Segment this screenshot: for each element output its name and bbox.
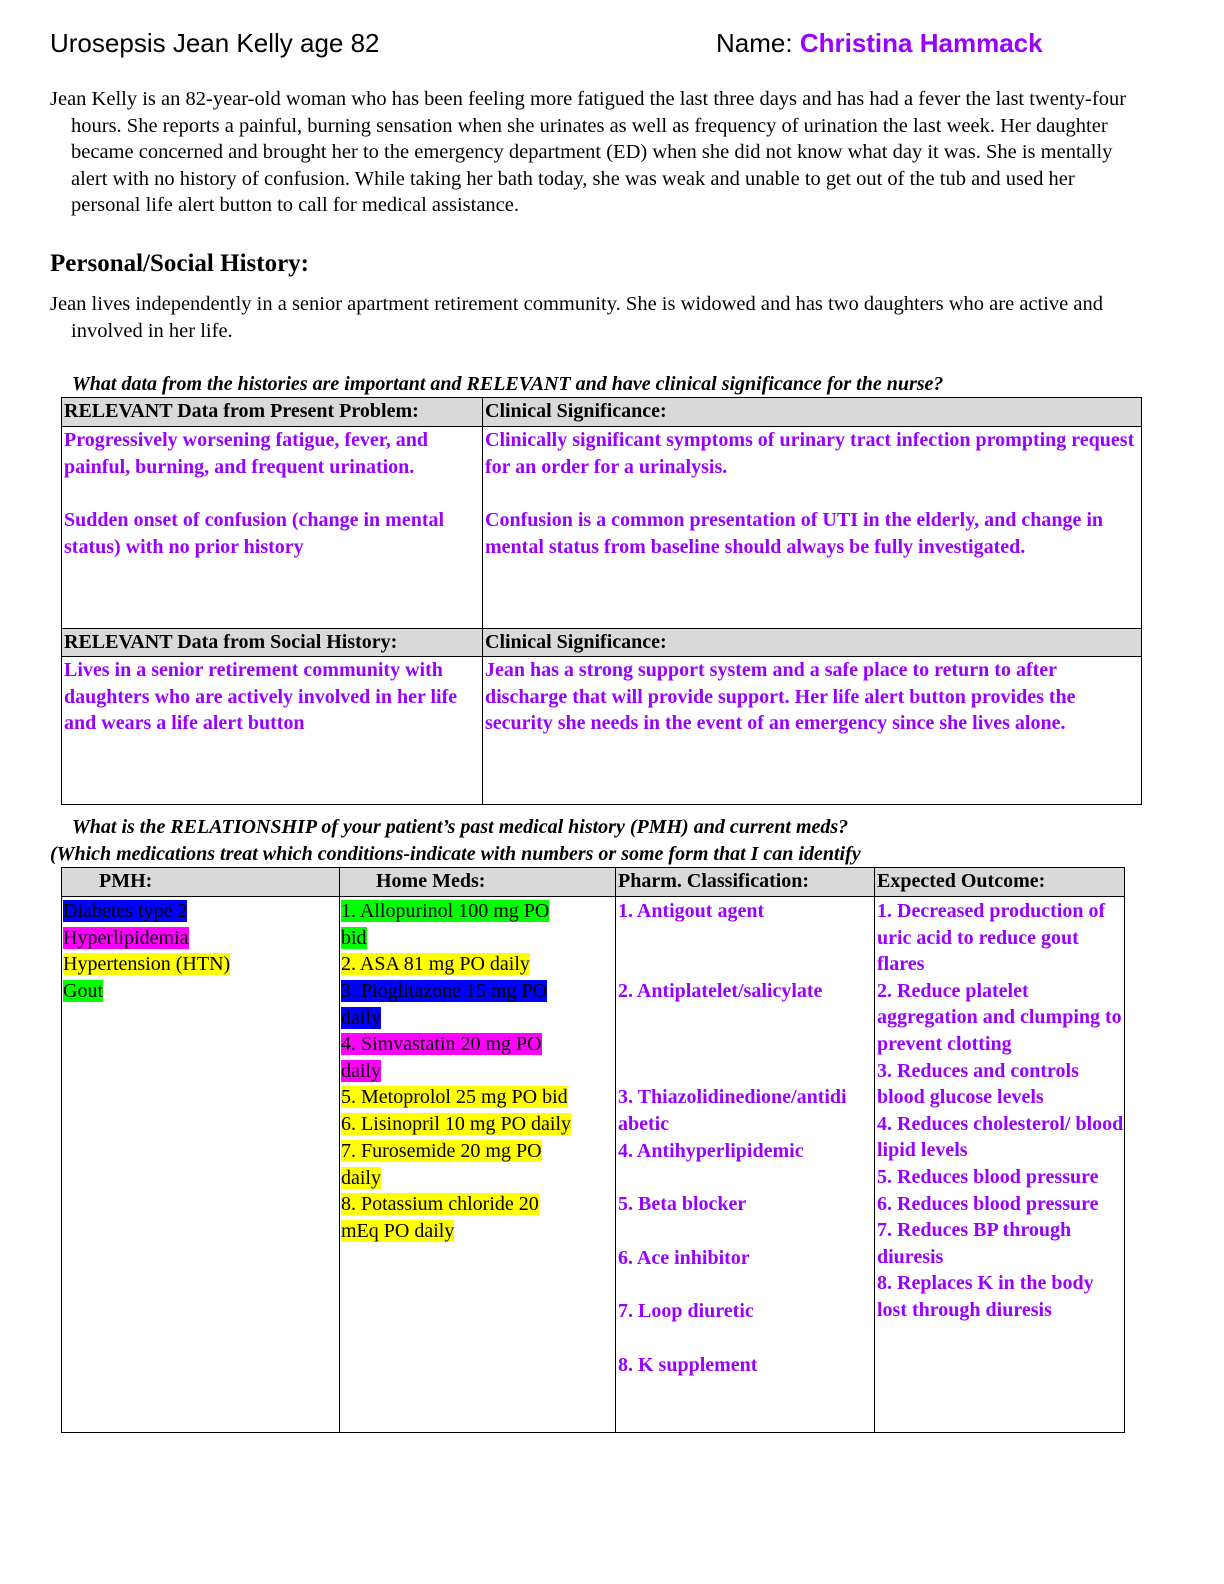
classification-item: 5. Beta blocker [618,1193,747,1215]
classification-item: 8. K supplement [618,1354,758,1376]
relevance-table [61,397,1142,805]
present-data-cell: Progressively worsening fatigue, fever, and painful, burning, and frequent urination. [64,429,429,478]
outcome-item: 5. Reduces blood pressure [877,1165,1099,1188]
present-significance-cell: Clinically significant symptoms of urinary tract infection prompting request for an order for a urinalysis. [485,429,1135,478]
home-med-text: 7. Furosemide 20 mg PO daily [341,1140,542,1189]
outcome-header: Expected Outcome: [877,870,1046,892]
pmh-list [63,898,337,1004]
home-med-item [341,1111,613,1138]
table-rule [874,868,875,1432]
table-rule [62,896,1124,897]
student-name: Christina Hammack [799,28,1043,58]
outcome-list [877,898,1124,1324]
home-meds-header: Home Meds: [376,870,486,892]
home-med-text: 2. ASA 81 mg PO daily [341,953,530,975]
present-data-cell: Sudden onset of confusion (change in mental status) with no prior history [64,509,445,558]
home-med-item [341,978,576,1031]
outcome-item: 1. Decreased production of uric acid to reduce gout flares [877,900,1106,976]
student-name-line [716,26,1043,60]
classification-header: Pharm. Classification: [618,870,810,892]
outcome-item: 2. Reduce platelet aggregation and clumping to prevent clotting [877,979,1122,1055]
pmh-item: Hypertension (HTN) [63,953,231,976]
present-problem-header: RELEVANT Data from Present Problem: [64,400,419,422]
outcome-item: 4. Reduces cholesterol/ blood lipid levels [877,1112,1124,1162]
meds-question-line-2: (Which medications treat which conditions-indicate with numbers or some form that I can identify [50,843,861,865]
social-history-text: Jean lives independently in a senior apartment retirement community. She is widowed and has two daughters who are active and involved in her life. [50,293,1103,342]
present-significance-cell: Confusion is a common presentation of UTI in the elderly, and change in mental status from baseline should always be fully investigated. [485,509,1104,558]
name-label: Name: [716,28,800,58]
home-med-text: 4. Simvastatin 20 mg PO daily [341,1033,542,1082]
social-history-heading: Personal/Social History: [50,250,309,277]
classification-item: 1. Antigout agent [618,900,765,922]
home-med-text: 5. Metoprolol 25 mg PO bid [341,1086,568,1108]
outcome-item: 6. Reduces blood pressure [877,1192,1099,1215]
social-data-header: RELEVANT Data from Social History: [64,631,398,653]
outcome-item: 8. Replaces K in the body lost through diuresis [877,1272,1094,1321]
meds-table [61,867,1125,1433]
pmh-item: Gout [63,979,103,1002]
home-med-text: 1. Allopurinol 100 mg PO bid [341,900,550,949]
social-data-cell: Lives in a senior retirement community with daughters who are actively involved in her life and wears a life alert button [64,659,458,735]
social-significance-cell: Jean has a strong support system and a safe place to return to after discharge that will provide support. Her life alert button provides the security she needs in the event of an emergency since she lives alone. [485,659,1076,735]
home-med-item [341,951,576,978]
home-med-item [341,1084,613,1111]
home-med-item [341,1191,576,1244]
home-med-item [341,898,576,951]
outcome-item: 7. Reduces BP through diuresis [877,1219,1072,1268]
clinical-significance-header: Clinical Significance: [485,400,667,422]
home-med-item [341,1138,576,1191]
table-rule [615,868,616,1432]
social-significance-header: Clinical Significance: [485,631,667,653]
home-med-text: 8. Potassium chloride 20 mEq PO daily [341,1193,539,1242]
classification-item: 2. Antiplatelet/salicylate [618,980,823,1002]
pmh-item: Hyperlipidemia [63,926,189,949]
outcome-item: 3. Reduces and controls blood glucose levels [877,1059,1079,1109]
table-rule [482,398,483,804]
classification-item: 3. Thiazolidinedione/antidiabetic [618,1086,847,1135]
case-title: Urosepsis Jean Kelly age 82 [50,28,380,58]
table-rule [339,868,340,1432]
classification-item: 4. Antihyperlipidemic [618,1140,804,1162]
meds-question-line-1: What is the RELATIONSHIP of your patient’s past medical history (PMH) and current meds? [72,816,849,838]
relevance-question: What data from the histories are important and RELEVANT and have clinical significance for the nurse? [72,373,944,395]
home-med-text: 6. Lisinopril 10 mg PO daily [341,1113,571,1135]
case-intro: Jean Kelly is an 82-year-old woman who has been feeling more fatigued the last three days and has had a fever the last twenty-four hours. She reports a painful, burning sensation when she urinates as well as frequency of urination the last week. Her daughter became concerned and brought her to the emergency department (ED) when she did not know what day it was. She is mentally alert with no history of confusion. While taking her bath today, she was weak and unable to get out of the tub and used her personal life alert button to call for medical assistance. [50,88,1127,217]
classification-item: 7. Loop diuretic [618,1300,754,1322]
home-med-item [341,1031,576,1084]
home-med-text: 3. Pioglitazone 15 mg PO daily [341,980,548,1029]
pmh-item: Diabetes type 2 [63,900,188,922]
classification-item: 6. Ace inhibitor [618,1247,750,1269]
pmh-header: PMH: [99,870,153,892]
